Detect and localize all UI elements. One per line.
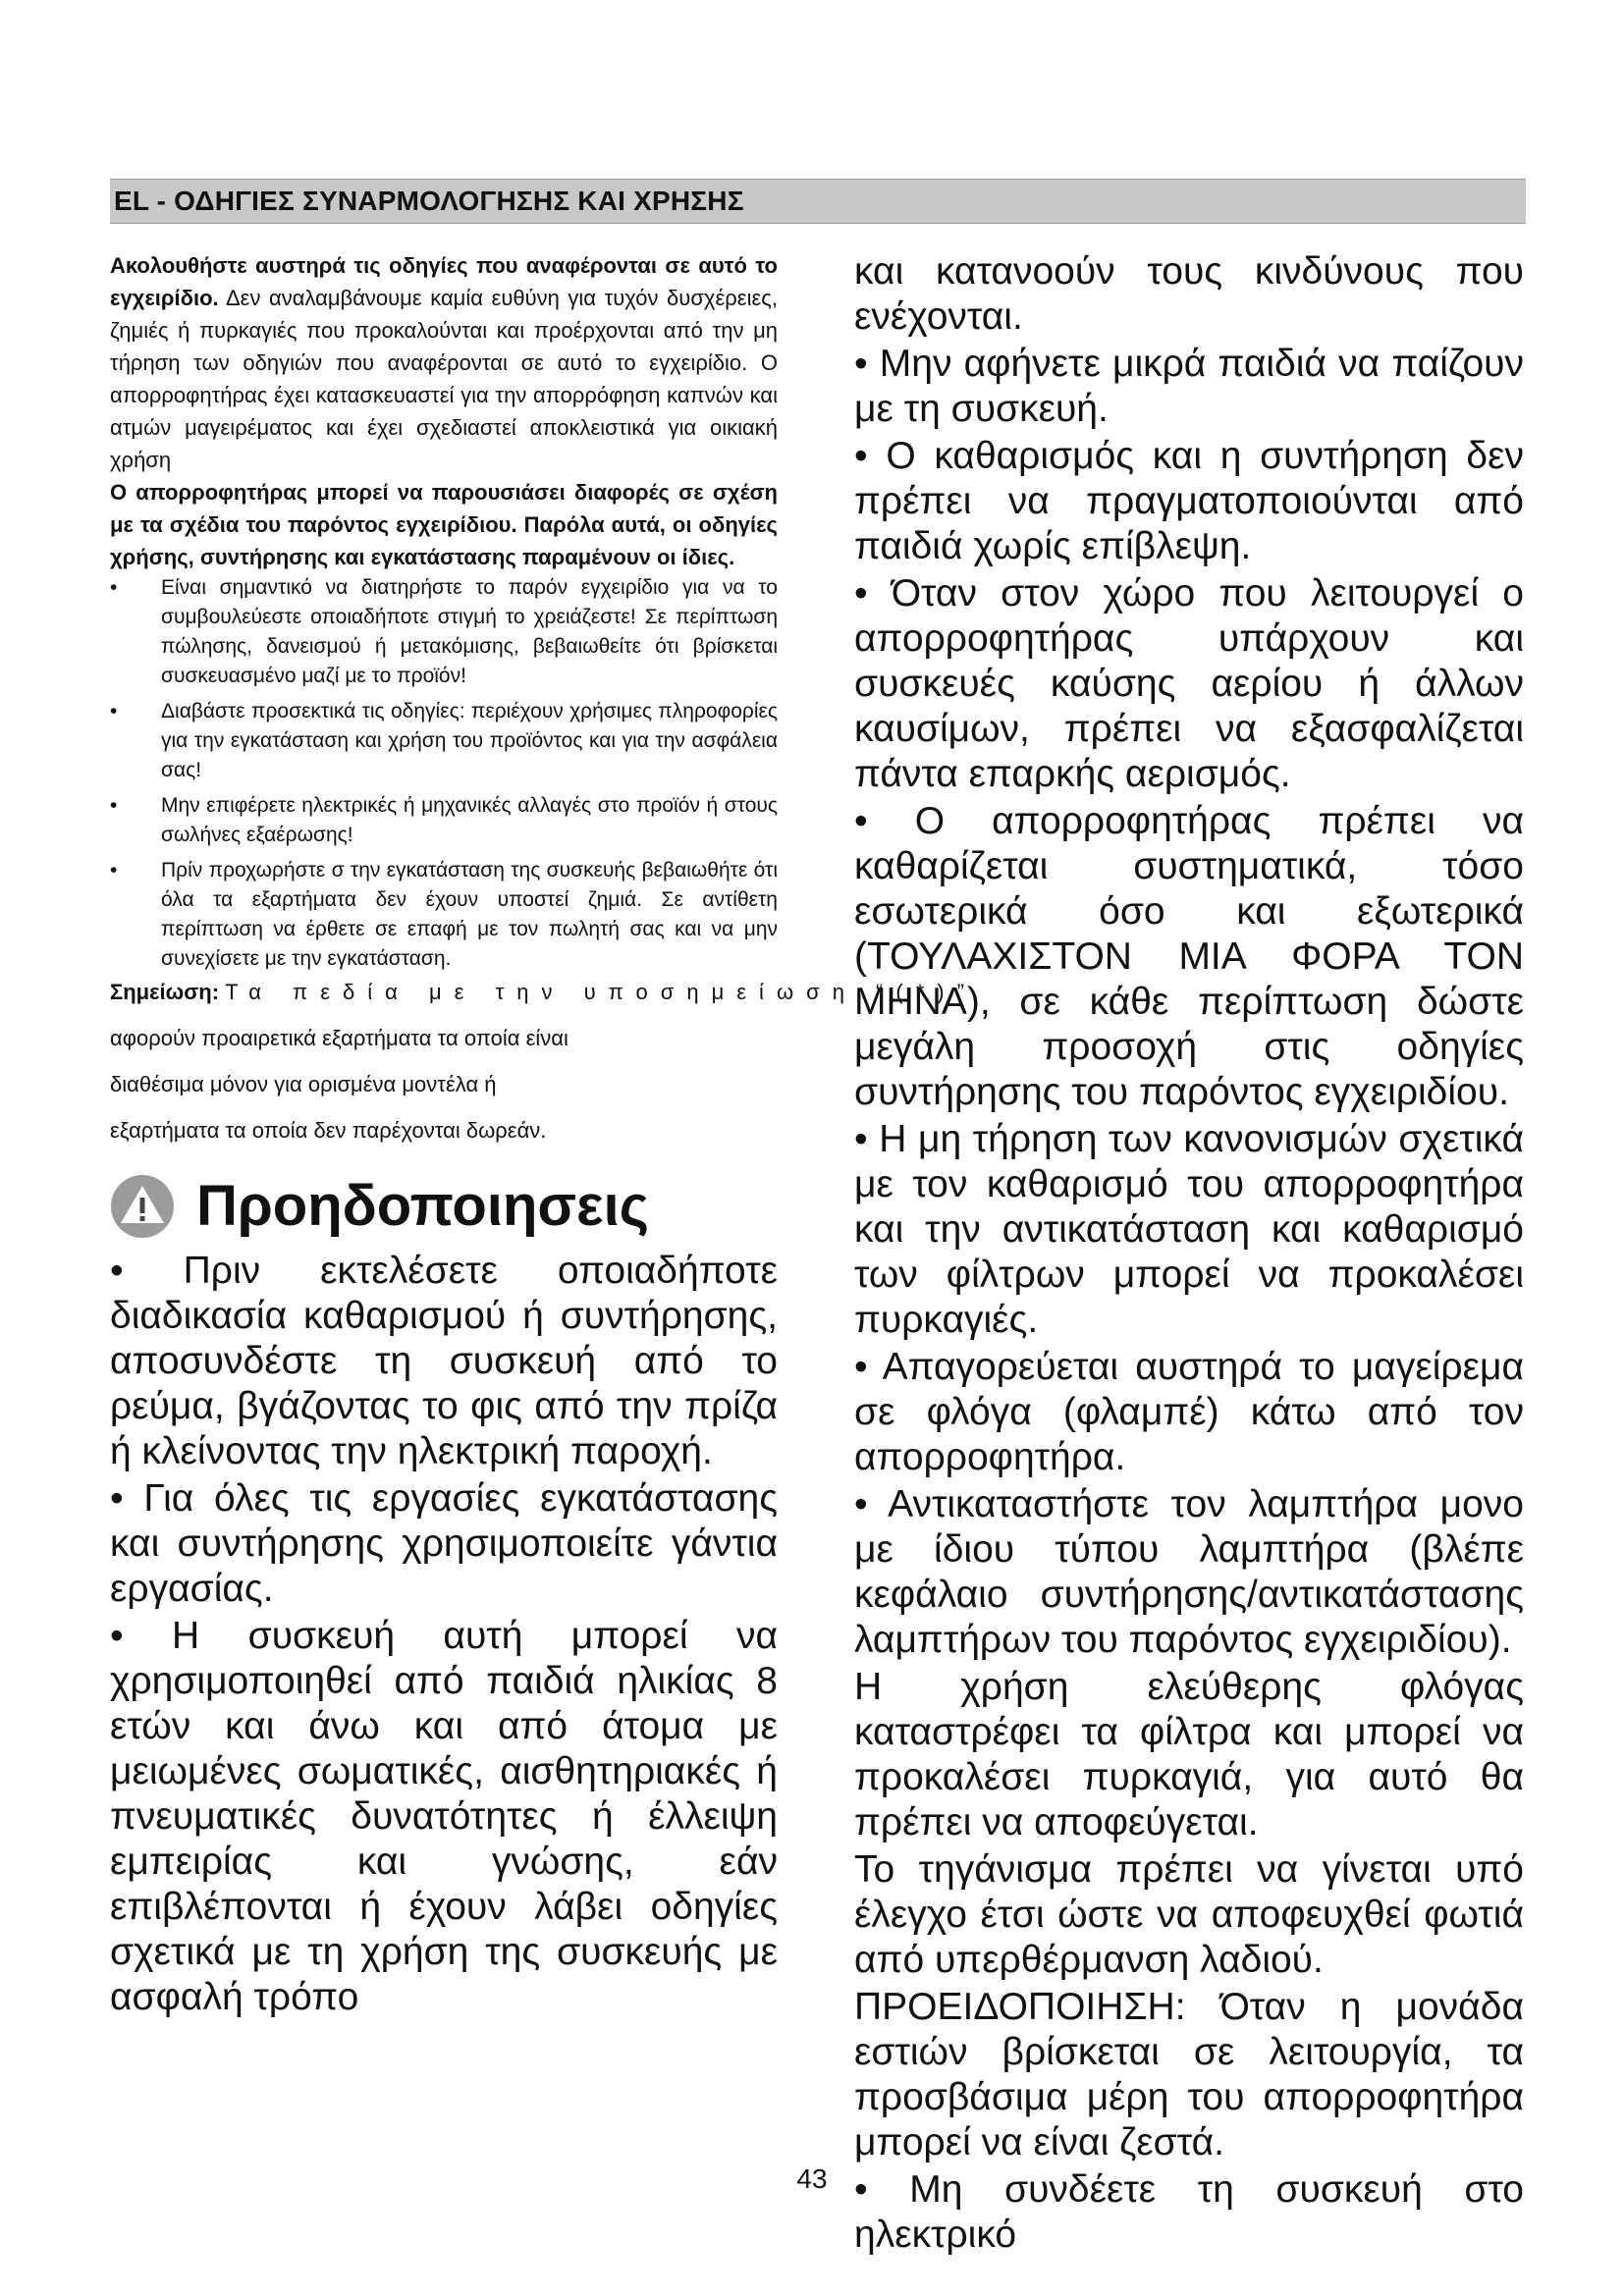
warning-item-right: • Μην αφήνετε μικρά παιδιά να παίζουν με τη συσκευή. <box>854 343 1524 430</box>
note-label: Σημείωση: <box>110 980 220 1004</box>
intro-bullet-item <box>110 573 778 691</box>
warning-item-right: • Όταν στον χώρο που λειτουργεί ο απορροφητήρας υπάρχουν και συσκευές καύσης αερίου ή άλλων καυσίμων, πρέπει να εξασφαλίζεται πάντα επαρκής αερισμός. <box>854 572 1524 795</box>
warning-triangle-icon <box>110 1174 175 1239</box>
warning-item-right: • Η μη τήρηση των κανονισμών σχετικά με τον καθαρισμό του απορροφητήρα και την αντικατάσταση και καθαρισμό των φίλτρων μπορεί να προκαλέσει πυρκαγιές. <box>854 1118 1524 1341</box>
note-line-1 <box>110 980 977 1005</box>
note-line-2: αφορούν προαιρετικά εξαρτήματα τα οποία είναι <box>110 1026 568 1050</box>
section-title: EL - ΟΔΗΓΙΕΣ ΣΥΝΑΡΜΟΛΟΓΗΣΗΣ ΚΑΙ ΧΡΗΣΗΣ <box>114 186 744 216</box>
warning-item-right: • Απαγορεύεται αυστηρά το μαγείρεμα σε φλόγα (φλαμπέ) κάτω από τον απορροφητήρα. <box>854 1346 1524 1478</box>
intro-paragraph-1-bold: Ακολουθήστε αυστηρά τις οδηγίες που αναφέρονται σε αυτό το εγχειρίδιο. <box>110 253 778 310</box>
left-column <box>110 249 977 2022</box>
warning-item-right: • Ο απορροφητήρας πρέπει να καθαρίζεται συστηματικά, τόσο εσωτερικά όσο και εξωτερικά (ΤΟΥΛΑΧΙΣΤΟΝ ΜΙΑ ΦΟΡΑ ΤΟΝ ΜΗΝΑ), σε κάθε περίπτωση δώστε μεγάλη προσοχή στις οδηγίες συντήρησης του παρόντος εγχειριδίου. <box>854 800 1524 1113</box>
intro-bullet-item <box>110 791 778 850</box>
warning-item-right: Το τηγάνισμα πρέπει να γίνεται υπό έλεγχο έτσι ώστε να αποφευχθεί φωτιά από υπερθέρμανση λαδιού. <box>854 1848 1524 1981</box>
section-header <box>110 179 1526 224</box>
intro-bullet-list <box>110 573 778 974</box>
page-number: 43 <box>796 2163 828 2194</box>
bullet-dot: • <box>110 576 118 599</box>
warnings-title: Προηδοποιησεις <box>196 1174 649 1238</box>
warning-item-right: Η χρήση ελεύθερης φλόγας καταστρέφει τα φίλτρα και μπορεί να προκαλέσει πυρκαγιά, για αυτό θα πρέπει να αποφεύγεται. <box>854 1666 1524 1843</box>
warning-item-right: ΠΡΟΕΙΔΟΠΟΙΗΣΗ: Όταν η μονάδα εστιών βρίσκεται σε λειτουργία, τα προσβάσιμα μέρη του απορροφητήρα μπορεί να είναι ζεστά. <box>854 1986 1524 2163</box>
intro-bullet-text: Είναι σημαντικό να διατηρήστε το παρόν εγχειρίδιο για να το συμβουλεύεστε οποιαδήποτε στιγμή το χρειάζεστε! Σε περίπτωση πώλησης, δανεισμού ή μετακόμισης, βεβαιωθείτε ότι βρίσκεται συσκευασμένο μαζί με το προϊόν! <box>161 576 778 687</box>
note-block <box>110 980 977 1144</box>
warning-item-left: • Για όλες τις εργασίες εγκατάστασης και συντήρησης χρησιμοποιείτε γάντια εργασίας. <box>110 1477 778 1610</box>
note-spaced-text: Τα πεδία με την υποσημείωση “(*)” <box>225 980 977 1004</box>
bullet-dot: • <box>110 859 118 881</box>
bullet-dot: • <box>110 700 118 722</box>
warning-item-right: • Ο καθαρισμός και η συντήρηση δεν πρέπει να πραγματοποιούνται από παιδιά χωρίς επίβλεψη. <box>854 435 1524 567</box>
warning-item-left: • Πριν εκτελέσετε οποιαδήποτε διαδικασία καθαρισμού ή συντήρησης, αποσυνδέστε τη συσκευή από το ρεύμα, βγάζοντας το φις από την πρίζα ή κλείνοντας την ηλεκτρική παροχή. <box>110 1250 778 1472</box>
intro-bullet-text: Διαβάστε προσεκτικά τις οδηγίες: περιέχουν χρήσιμες πληροφορίες για την εγκατάσταση και χρήση του προϊόντος και για την ασφάλεια σας! <box>161 700 778 781</box>
intro-paragraph-1-rest: Δεν αναλαμβάνουμε καμία ευθύνη για τυχόν δυσχέρειες, ζημιές ή πυρκαγιές που προκαλούνται και προέρχονται από την μη τήρηση των οδηγιών που αναφέρονται σε αυτό το εγχειρίδιο. Ο απορροφητήρας έχει κατασκευαστεί για την απορρόφηση καπνών και ατμών μαγειρέματος και έχει σχεδιαστεί αποκλειστικά για οικιακή χρήση <box>110 286 778 472</box>
note-line-4: εξαρτήματα τα οποία δεν παρέχονται δωρεάν. <box>110 1118 547 1143</box>
warning-item-right: • Μη συνδέετε τη συσκευή στο ηλεκτρικό <box>854 2168 1524 2256</box>
intro-paragraph-1 <box>110 249 778 476</box>
intro-bullet-text: Πρίν προχωρήστε σ την εγκατάσταση της συσκευής βεβαιωθήτε ότι όλα τα εξαρτήματα δεν έχουν υποστεί ζημιά. Σε αντίθετη περίπτωση να έρθετε σε επαφή με τον πωλητή σας και να μην συνεχίσετε με την εγκατάσταση. <box>161 859 778 970</box>
intro-bullet-item <box>110 856 778 974</box>
intro-bullet-item <box>110 697 778 785</box>
intro-paragraph-2: Ο απορροφητήρας μπορεί να παρουσιάσει διαφορές σε σχέση με τα σχέδια του παρόντος εγχειρίδιου. Παρόλα αυτά, οι οδηγίες χρήσης, συντήρησης και εγκατάστασης παραμένουν οι ίδιες. <box>110 480 778 569</box>
warning-item-right: και κατανοούν τους κινδύνους που ενέχονται. <box>854 250 1524 338</box>
warning-item-right: • Αντικαταστήστε τον λαμπτήρα μονο με ίδιου τύπου λαμπτήρα (βλέπε κεφάλαιο συντήρησης/αντικατάστασης λαμπτήρων του παρόντος εγχειριδίου). <box>854 1483 1524 1661</box>
note-line-3: διαθέσιμα μόνον για ορισμένα μοντέλα ή <box>110 1072 497 1096</box>
intro-bullet-text: Μην επιφέρετε ηλεκτρικές ή μηχανικές αλλαγές στο προϊόν ή στους σωλήνες εξαέρωσης! <box>161 794 778 846</box>
warnings-heading <box>110 1173 778 1239</box>
right-column <box>854 249 1524 2260</box>
warning-item-left: • Η συσκευή αυτή μπορεί να χρησιμοποιηθεί από παιδιά ηλικίας 8 ετών και άνω και από άτομα με μειωμένες σωματικές, αισθητηριακές ή πνευματικές δυνατότητες ή έλλειψη εμπειρίας και γνώσης, εάν επιβλέπονται ή έχουν λάβει οδηγίες σχετικά με τη χρήση της συσκευής με ασφαλή τρόπο <box>110 1615 778 2018</box>
bullet-dot: • <box>110 794 118 817</box>
